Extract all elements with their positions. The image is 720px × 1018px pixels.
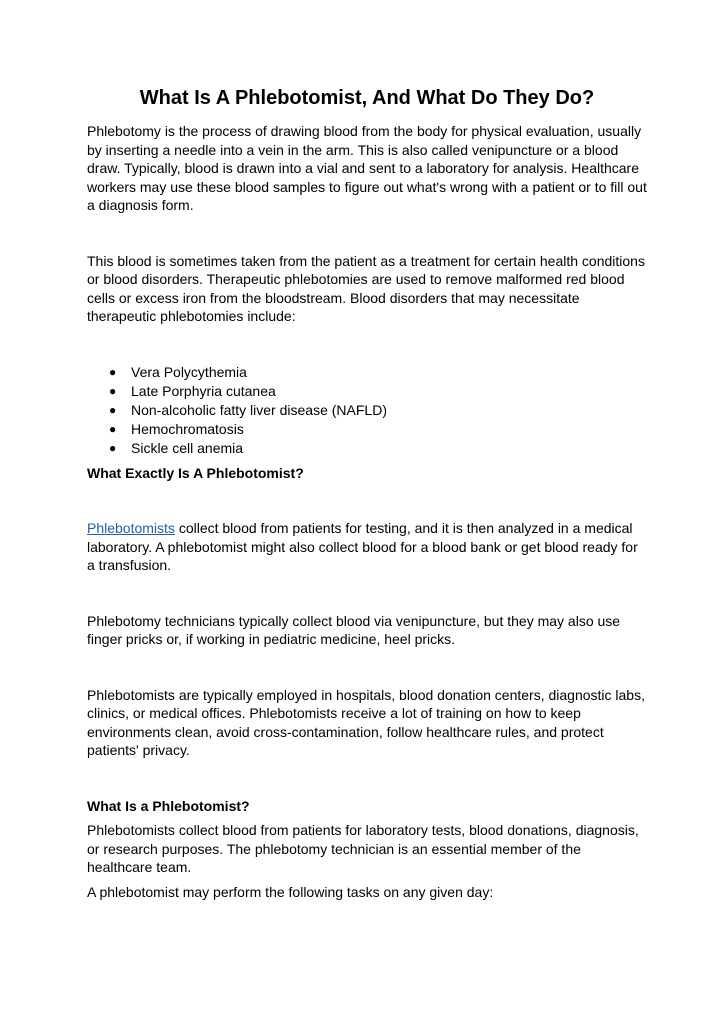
phlebotomists-paragraph-text: collect blood from patients for testing, and it is then analyzed in a medical laboratory. A phlebotomist might also collect blood for a blood bank or get blood ready for a transfusion. <box>87 520 638 573</box>
tasks-intro-paragraph: A phlebotomist may perform the following tasks on any given day: <box>87 883 494 900</box>
employment-paragraph: Phlebotomists are typically employed in hospitals, blood donation centers, diagnostic labs, clinics, or medical offices. Phlebotomists receive a lot of training on how to keep environments clean, avoid cross-contamination, follow healthcare rules, and protect patients' privacy. <box>87 686 645 758</box>
intro-paragraph: Phlebotomy is the process of drawing blood from the body for physical evaluation, usually by inserting a needle into a vein in the arm. This is also called venipuncture or a blood draw. Typically, blood is drawn into a vial and sent to a laboratory for analysis. Healthcare workers may use these blood samples to figure out what's wrong with a patient or to fill out a diagnosis form. <box>87 123 647 213</box>
bullet-icon: ● <box>109 440 117 455</box>
document-page <box>87 84 647 901</box>
bullet-icon: ● <box>109 383 117 398</box>
bullet-icon: ● <box>109 421 117 436</box>
list-item <box>87 363 647 382</box>
collection-paragraph: Phlebotomists collect blood from patients for laboratory tests, blood donations, diagnosis, or research purposes. The phlebotomy technician is an essential member of the healthcare team. <box>87 822 639 875</box>
list-item <box>87 382 647 401</box>
bullet-icon: ● <box>109 364 117 379</box>
list-item <box>87 439 647 458</box>
list-item <box>87 420 647 439</box>
list-item-text: Non-alcoholic fatty liver disease (NAFLD) <box>131 401 387 418</box>
list-item-text: Vera Polycythemia <box>131 363 247 380</box>
technicians-paragraph: Phlebotomy technicians typically collect blood via venipuncture, but they may also use finger pricks or, if working in pediatric medicine, heel pricks. <box>87 612 621 647</box>
list-item <box>87 401 647 420</box>
section-heading-what-exactly: What Exactly Is A Phlebotomist? <box>87 464 304 481</box>
phlebotomists-paragraph <box>87 519 647 575</box>
disorders-list <box>87 363 647 458</box>
treatment-paragraph: This blood is sometimes taken from the patient as a treatment for certain health conditions or blood disorders. Therapeutic phlebotomies are used to remove malformed red blood cells or excess iron from the bloodstream. Blood disorders that may necessitate therapeutic phlebotomies include: <box>87 252 645 324</box>
list-item-text: Hemochromatosis <box>131 420 244 437</box>
list-item-text: Late Porphyria cutanea <box>131 382 276 399</box>
page-title: What Is A Phlebotomist, And What Do They Do? <box>139 87 595 109</box>
phlebotomists-link[interactable]: Phlebotomists <box>87 520 175 536</box>
list-item-text: Sickle cell anemia <box>131 439 244 456</box>
bullet-icon: ● <box>109 402 117 417</box>
section-heading-what-is: What Is a Phlebotomist? <box>87 797 250 814</box>
